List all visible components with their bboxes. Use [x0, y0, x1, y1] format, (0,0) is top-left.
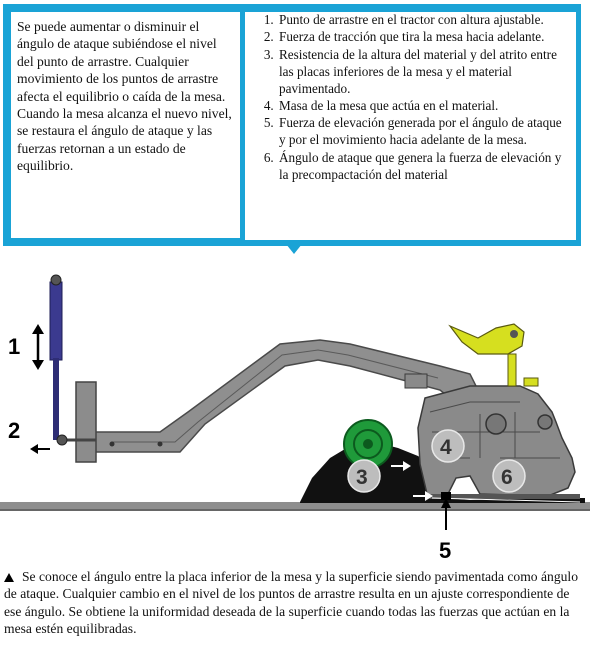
- force-item-3: 3. Resistencia de la altura del material y del atrito entre las placas inferiores de la mesa y el material pavimentado.: [277, 47, 568, 98]
- auger-hub: [363, 439, 373, 449]
- label-6: 6: [501, 466, 513, 489]
- forces-list: [245, 12, 576, 184]
- intro-text: Se puede aumentar o disminuir el ángulo de ataque subiéndose el nivel del punto de arrastre. Cualquier movimiento de los puntos de arrastre afecta el equilibrio o caída de la mesa. Cuando la mesa alcanza el nuevo nivel, se restaura el ángulo de ataque y las fuerzas retornan a un estado de equilibrio.: [17, 19, 232, 174]
- forces-panel: [245, 12, 576, 240]
- hydraulic-cylinder-rod: [53, 358, 59, 440]
- label-2: 2: [8, 418, 21, 443]
- label-1: 1: [8, 334, 21, 359]
- force-item-4: 4. Masa de la mesa que actúa en el material.: [277, 98, 568, 115]
- screed-diagram: [0, 262, 590, 568]
- screed-gear: [486, 414, 506, 434]
- diagram-caption: [4, 568, 584, 638]
- triangle-bullet-icon: [4, 573, 14, 582]
- screed-rail: [405, 374, 427, 388]
- label-3: 3: [356, 466, 368, 489]
- yellow-handle: [450, 324, 524, 354]
- caption-text: Se conoce el ángulo entre la placa inferior de la mesa y la superficie siendo pavimentada como ángulo de ataque. Cualquier cambio en el nivel de los puntos de arrastre resulta en un ajuste correspondiente de ese ángulo. Se obtiene la uniformidad deseada de la superficie cuando todas las fuerzas que actúan en la mesa estén equilibradas.: [4, 569, 578, 637]
- road-surface-edge: [0, 509, 590, 511]
- callout-pointer: [286, 244, 302, 254]
- yellow-actuator: [508, 354, 516, 386]
- force-marker: [441, 492, 451, 500]
- force-item-6: 6. Ángulo de ataque que genera la fuerza de elevación y la precompactación del material: [277, 150, 568, 184]
- hydraulic-cylinder-body: [50, 282, 62, 360]
- screed-gear: [538, 415, 552, 429]
- force-item-5: 5. Fuerza de elevación generada por el ángulo de ataque y por el movimiento hacia adelante de la mesa.: [277, 115, 568, 149]
- label-5: 5: [439, 538, 452, 563]
- arrow-2-left: [30, 444, 50, 454]
- tow-arm-bolt: [110, 442, 115, 447]
- tow-arm-bolt: [158, 442, 163, 447]
- force-item-2: 2. Fuerza de tracción que tira la mesa hacia adelante.: [277, 29, 568, 46]
- yellow-handle-pivot: [510, 330, 518, 338]
- road-surface: [0, 502, 590, 510]
- cylinder-top-eye: [51, 275, 61, 285]
- label-4: 4: [440, 436, 452, 459]
- yellow-block: [524, 378, 538, 386]
- force-item-1: 1. Punto de arrastre en el tractor con altura ajustable.: [277, 12, 568, 29]
- tow-point-plate: [76, 382, 96, 462]
- intro-panel: [11, 12, 240, 238]
- arrow-1-vertical: [32, 324, 44, 370]
- cylinder-bottom-eye: [57, 435, 67, 445]
